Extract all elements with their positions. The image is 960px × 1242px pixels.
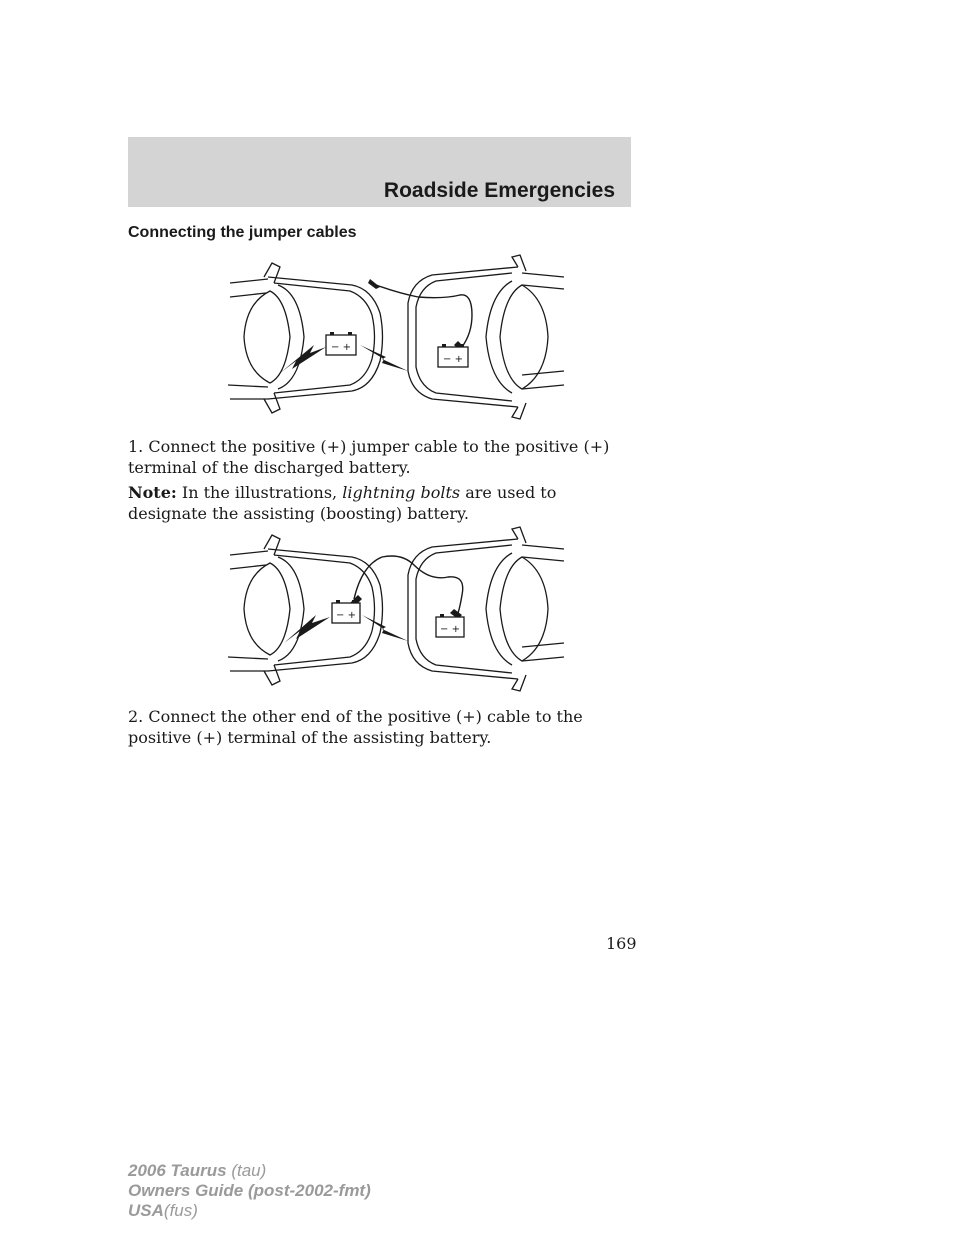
battery-terminal-label: − +	[331, 342, 351, 353]
discharged-car-outline	[228, 263, 383, 413]
battery-terminal-label: − +	[336, 610, 356, 621]
footer-market-code: (fus)	[163, 1201, 198, 1220]
discharged-battery-icon	[436, 614, 464, 637]
jumper-cable-illustration-step-1	[222, 253, 572, 421]
jumper-cable-illustration-step-2	[222, 525, 572, 693]
footer-market: USA	[128, 1201, 164, 1220]
note-emphasis: lightning bolts	[342, 483, 461, 502]
footer-model: 2006 Taurus	[128, 1161, 227, 1180]
lightning-bolt-icon	[360, 345, 408, 371]
discharged-battery-icon	[438, 344, 468, 367]
note-paragraph	[128, 482, 628, 524]
assisting-car-outline	[408, 255, 564, 419]
assisting-battery-icon	[332, 600, 360, 623]
step-1-text: 1. Connect the positive (+) jumper cable to the positive (+) terminal of the discharged battery.	[128, 437, 610, 477]
assisting-car-outline	[408, 527, 564, 691]
lightning-bolt-icon	[284, 615, 330, 643]
page-section-title: Roadside Emergencies	[383, 179, 615, 202]
step-2-text: 2. Connect the other end of the positive (+) cable to the positive (+) terminal of the assisting battery.	[128, 707, 583, 747]
cable-clamp-icon	[368, 279, 380, 289]
assisting-battery-icon	[326, 332, 356, 355]
footer-model-code: (tau)	[231, 1161, 267, 1180]
page-number: 169	[606, 934, 637, 953]
note-label: Note:	[128, 483, 177, 502]
battery-terminal-label: − +	[443, 354, 463, 365]
document-footer	[128, 1161, 371, 1221]
positive-cable	[376, 285, 472, 347]
note-text-before: In the illustrations,	[181, 483, 338, 502]
lightning-bolt-icon	[362, 615, 408, 641]
footer-guide: Owners Guide (post-2002-fmt)	[128, 1181, 371, 1200]
section-heading: Connecting the jumper cables	[128, 224, 357, 241]
note-text-after: are used to designate the assisting (boosting) battery.	[128, 483, 557, 523]
header-band	[128, 137, 631, 207]
battery-terminal-label: − +	[440, 624, 460, 635]
